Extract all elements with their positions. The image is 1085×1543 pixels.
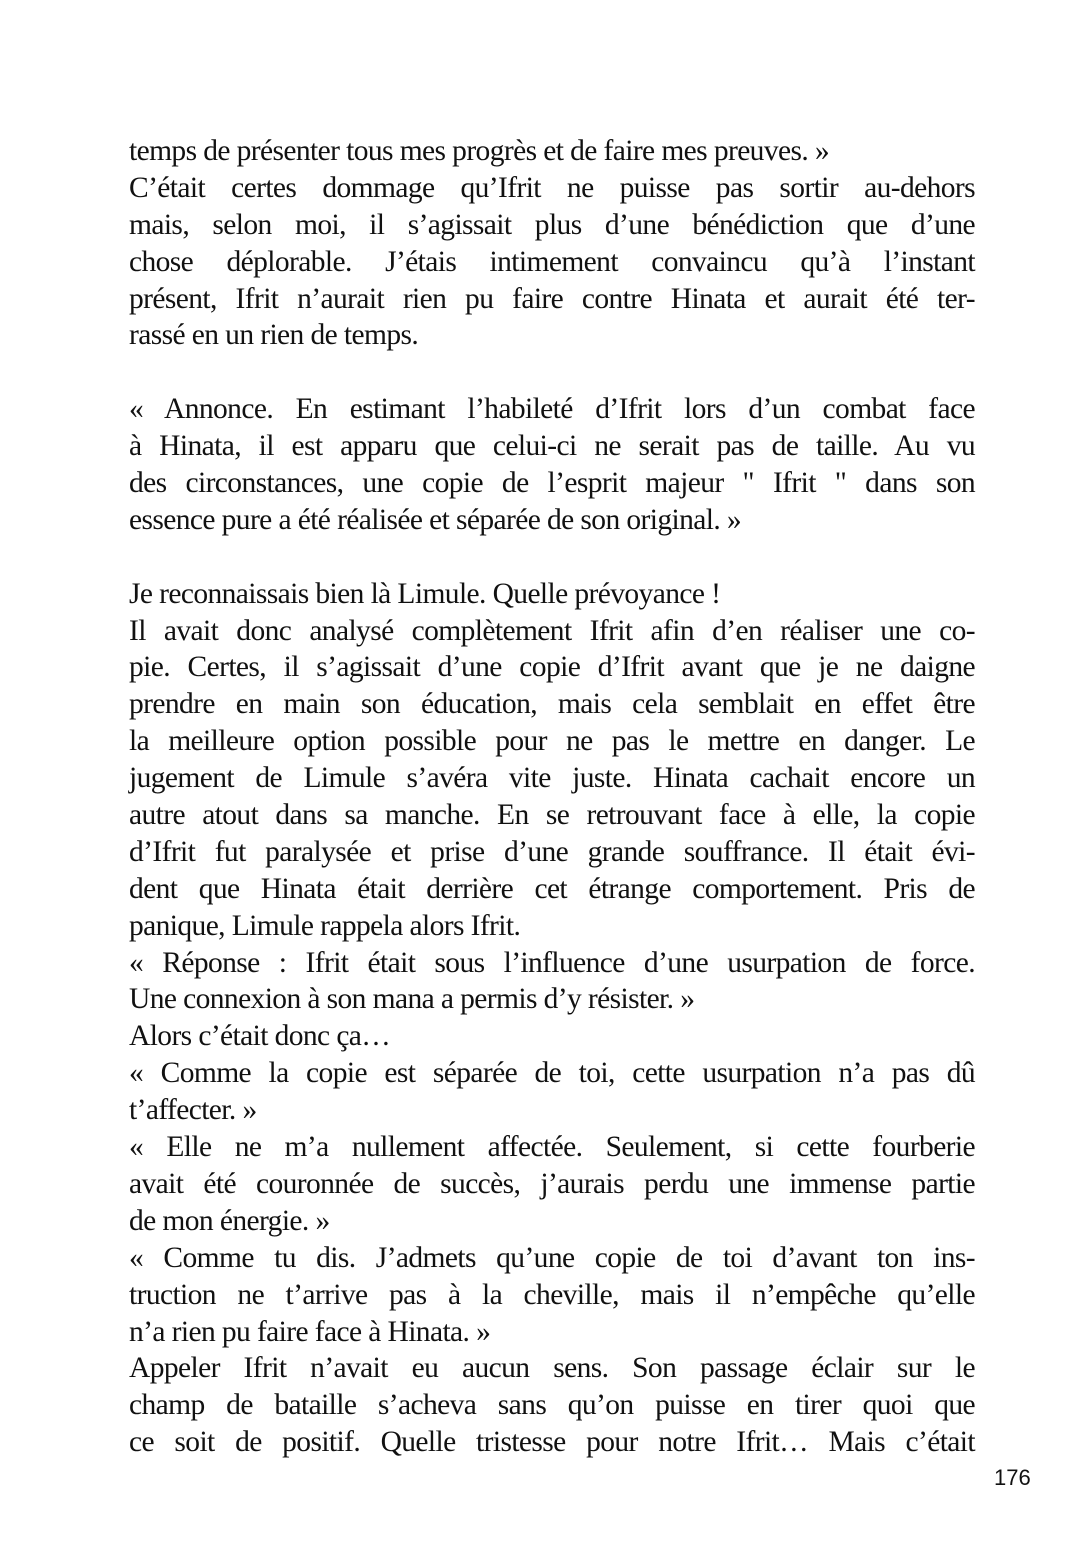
- text-line: à Hinata, il est apparu que celui-ci ne serait pas de taille. Au vu: [129, 430, 975, 463]
- text-line: essence pure a été réalisée et séparée de son original. »: [129, 503, 742, 536]
- text-line: « Comme la copie est séparée de toi, cette usurpation n’a pas dû: [129, 1057, 975, 1090]
- text-line: « Elle ne m’a nullement affectée. Seulement, si cette fourberie: [129, 1131, 975, 1164]
- text-line: Il avait donc analysé complètement Ifrit afin d’en réaliser une co-: [129, 614, 975, 647]
- text-line: avait été couronnée de succès, j’aurais perdu une immense partie: [129, 1167, 975, 1200]
- text-line: présent, Ifrit n’aurait rien pu faire contre Hinata et aurait été ter-: [129, 282, 975, 315]
- text-line: mais, selon moi, il s’agissait plus d’une bénédiction que d’une: [129, 208, 975, 241]
- text-line: de mon énergie. »: [129, 1204, 330, 1237]
- text-line: autre atout dans sa manche. En se retrouvant face à elle, la copie: [129, 799, 975, 832]
- text-line: « Comme tu dis. J’admets qu’une copie de toi d’avant ton ins-: [129, 1241, 975, 1274]
- text-line: prendre en main son éducation, mais cela semblait en effet être: [129, 688, 975, 721]
- text-line: truction ne t’arrive pas à la cheville, mais il n’empêche qu’elle: [129, 1278, 975, 1311]
- text-line: chose déplorable. J’étais intimement convaincu qu’à l’instant: [129, 245, 975, 278]
- text-line: C’était certes dommage qu’Ifrit ne puisse pas sortir au-dehors: [129, 171, 975, 204]
- text-line: la meilleure option possible pour ne pas le mettre en danger. Le: [129, 725, 975, 758]
- text-line: rassé en un rien de temps.: [129, 319, 419, 352]
- text-line: « Annonce. En estimant l’habileté d’Ifrit lors d’un combat face: [129, 393, 975, 426]
- text-line: « Réponse : Ifrit était sous l’influence d’une usurpation de force.: [129, 946, 975, 979]
- text-line: panique, Limule rappela alors Ifrit.: [129, 909, 521, 942]
- page-number: 176: [994, 1465, 1031, 1490]
- text-line: t’affecter. »: [129, 1094, 257, 1127]
- text-line: dent que Hinata était derrière cet étrange comportement. Pris de: [129, 872, 975, 905]
- text-line: Je reconnaissais bien là Limule. Quelle prévoyance !: [129, 577, 721, 610]
- text-line: pie. Certes, il s’agissait d’une copie d’Ifrit avant que je ne daigne: [129, 651, 975, 684]
- text-line: n’a rien pu faire face à Hinata. »: [129, 1315, 491, 1348]
- text-line: jugement de Limule s’avéra vite juste. Hinata cachait encore un: [129, 762, 975, 795]
- text-line: temps de présenter tous mes progrès et de faire mes preuves. »: [129, 135, 830, 167]
- text-line: Une connexion à son mana a permis d’y résister. »: [129, 983, 695, 1016]
- text-line: des circonstances, une copie de l’esprit majeur " Ifrit " dans son: [129, 467, 975, 500]
- text-line: champ de bataille s’acheva sans qu’on puisse en tirer quoi que: [129, 1389, 975, 1422]
- text-line: Appeler Ifrit n’avait eu aucun sens. Son passage éclair sur le: [129, 1352, 975, 1385]
- text-line: d’Ifrit fut paralysée et prise d’une grande souffrance. Il était évi-: [129, 835, 975, 868]
- text-line: Alors c’était donc ça…: [129, 1020, 391, 1053]
- paragraph-gap: [129, 539, 975, 576]
- body-text: [129, 133, 975, 1461]
- paragraph-gap: [129, 354, 975, 391]
- text-line: ce soit de positif. Quelle tristesse pour notre Ifrit… Mais c’était: [129, 1426, 975, 1459]
